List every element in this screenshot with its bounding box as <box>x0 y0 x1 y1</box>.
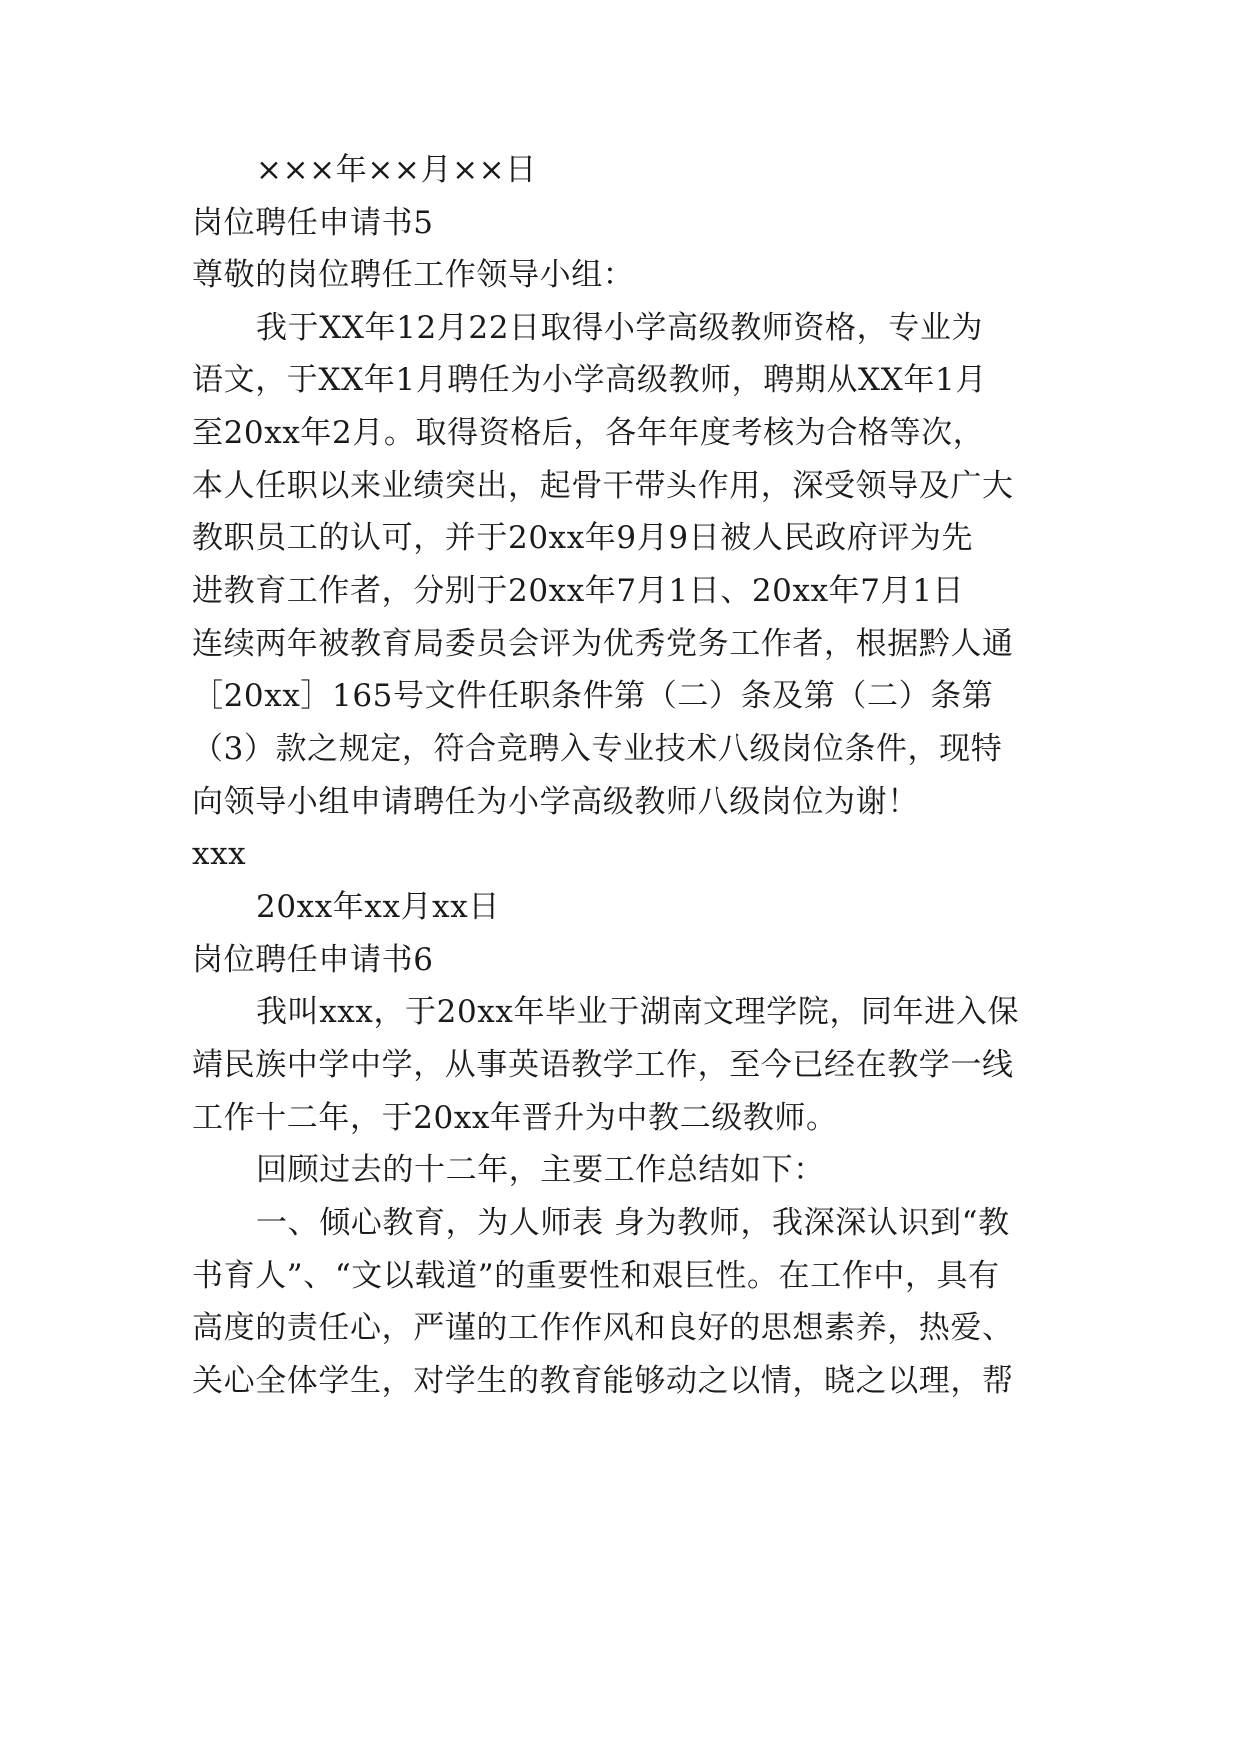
body-line: （3）款之规定，符合竞聘入专业技术八级岗位条件，现特 <box>192 731 1003 767</box>
body-line: 书育人”、“文以载道”的重要性和艰巨性。在工作中，具有 <box>192 1258 1000 1294</box>
section-title: 岗位聘任申请书6 <box>192 942 434 978</box>
body-line: 我叫xxx，于20xx年毕业于湖南文理学院，同年进入保 <box>256 994 1020 1030</box>
body-line: 靖民族中学中学，从事英语教学工作，至今已经在教学一线 <box>192 1047 1014 1083</box>
body-line: 进教育工作者，分别于20xx年7月1日、20xx年7月1日 <box>192 573 965 609</box>
previous-section-date: ×××年××月××日 <box>256 152 537 188</box>
body-line: ［20xx］165号文件任职条件第（二）条及第（二）条第 <box>192 678 994 714</box>
signature: xxx <box>192 836 247 872</box>
body-line: 高度的责任心，严谨的工作作风和良好的思想素养，热爱、 <box>192 1310 1014 1346</box>
signature-date: 20xx年xx月xx日 <box>256 889 500 925</box>
body-line: 回顾过去的十二年，主要工作总结如下： <box>256 1152 825 1188</box>
body-line: 我于XX年12月22日取得小学高级教师资格，专业为 <box>256 310 984 346</box>
body-line: 语文，于XX年1月聘任为小学高级教师，聘期从XX年1月 <box>192 362 987 398</box>
body-line: 教职员工的认可，并于20xx年9月9日被人民政府评为先 <box>192 520 974 556</box>
body-line: 一、倾心教育，为人师表 身为教师，我深深认识到“教 <box>256 1205 1010 1241</box>
body-line: 向领导小组申请聘任为小学高级教师八级岗位为谢！ <box>192 784 919 820</box>
salutation: 尊敬的岗位聘任工作领导小组： <box>192 257 635 293</box>
section-title: 岗位聘任申请书5 <box>192 205 434 241</box>
body-line: 连续两年被教育局委员会评为优秀党务工作者，根据黔人通 <box>192 626 1014 662</box>
body-line: 本人任职以来业绩突出，起骨干带头作用，深受领导及广大 <box>192 468 1014 504</box>
body-line: 关心全体学生，对学生的教育能够动之以情，晓之以理，帮 <box>192 1363 1014 1399</box>
body-line: 工作十二年，于20xx年晋升为中教二级教师。 <box>192 1100 838 1136</box>
body-line: 至20xx年2月。取得资格后，各年年度考核为合格等次， <box>192 415 985 451</box>
